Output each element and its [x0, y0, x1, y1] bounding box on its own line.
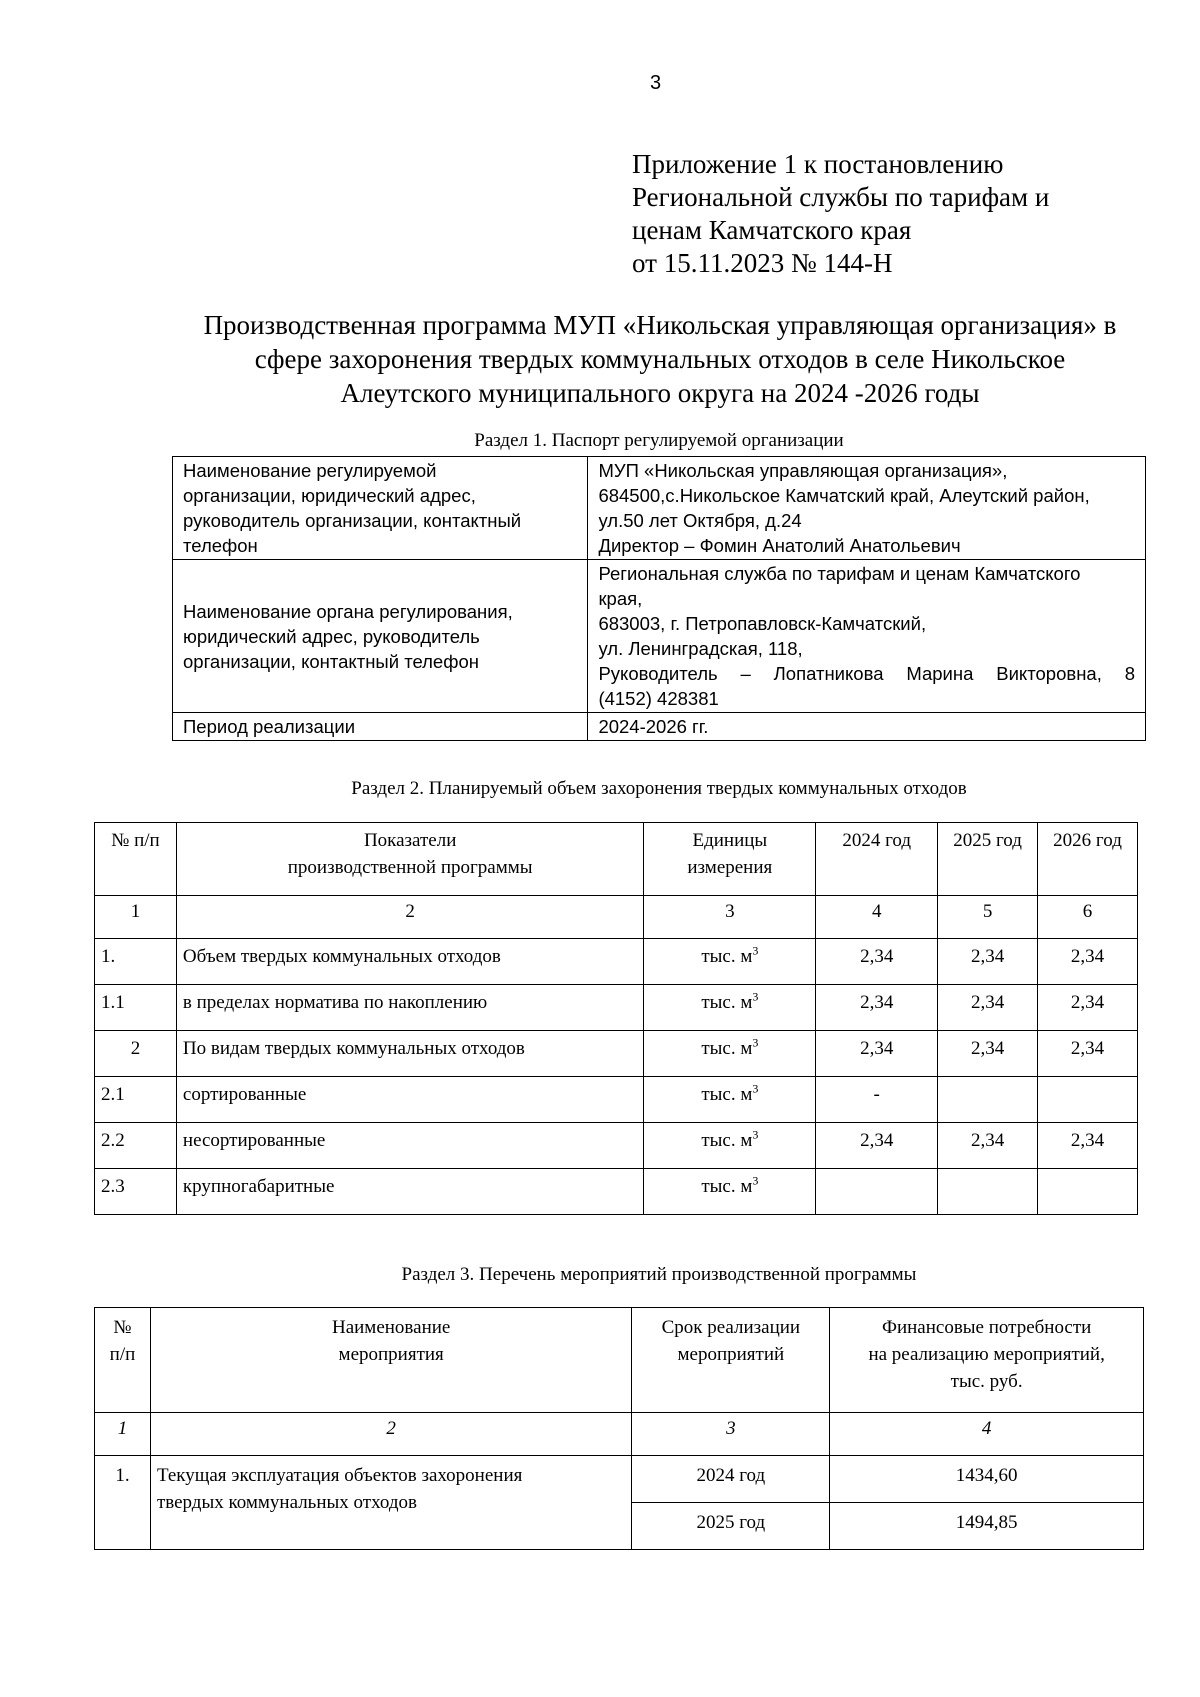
table-row — [173, 457, 1146, 560]
cell-text: Директор – Фомин Анатолий Анатольевич — [598, 535, 961, 556]
row-name: По видам твердых коммунальных отходов — [176, 1031, 643, 1077]
cell-text: края, — [598, 588, 643, 609]
row-term: 2025 год — [632, 1503, 830, 1550]
column-number: 5 — [938, 896, 1038, 939]
column-number: 4 — [830, 1413, 1144, 1456]
measures-table — [94, 1307, 1144, 1550]
value-2026: 2,34 — [1038, 985, 1138, 1031]
volume-table — [94, 822, 1138, 1215]
row-unit — [644, 939, 816, 985]
appendix-line: ценам Камчатского края — [632, 215, 912, 245]
header-text: тыс. руб. — [950, 1371, 1023, 1392]
row-num: 2.3 — [95, 1169, 177, 1215]
column-number: 1 — [95, 1413, 151, 1456]
cell-text: ул. Ленинградская, 118, — [598, 638, 803, 659]
appendix-header — [632, 148, 1049, 280]
value-2025: 2,34 — [938, 1031, 1038, 1077]
cell-text: (4152) 428381 — [598, 688, 719, 709]
page-number: 3 — [650, 72, 662, 94]
cell-text: ул.50 лет Октября, д.24 — [598, 510, 802, 531]
column-number: 3 — [632, 1413, 830, 1456]
section3-caption: Раздел 3. Перечень мероприятий производственной программы — [401, 1264, 917, 1285]
unit-text: тыс. м — [701, 1130, 753, 1151]
row-num: 2.2 — [95, 1123, 177, 1169]
passport-table — [172, 456, 1146, 741]
unit-text: тыс. м — [701, 992, 753, 1013]
table-header-row — [95, 823, 1138, 896]
table-row — [95, 1077, 1138, 1123]
header-2026: 2026 год — [1038, 823, 1138, 896]
row-name: сортированные — [176, 1077, 643, 1123]
unit-exponent: 3 — [752, 943, 759, 958]
unit-text: тыс. м — [701, 1176, 753, 1197]
row-name — [150, 1456, 631, 1550]
header-num — [95, 1308, 151, 1413]
header-text: на реализацию мероприятий, — [868, 1344, 1105, 1365]
section1-caption: Раздел 1. Паспорт регулируемой организации — [474, 430, 844, 451]
header-text: Финансовые потребности — [881, 1317, 1092, 1338]
appendix-line: от 15.11.2023 № 144-Н — [632, 248, 893, 278]
cell-text: организации, контактный телефон — [183, 650, 479, 672]
cell-text: 2024-2026 гг. — [598, 716, 709, 737]
passport-label-cell — [173, 713, 588, 741]
table-row — [95, 939, 1138, 985]
cell-text: руководитель организации, контактный — [183, 510, 522, 531]
row-unit — [644, 1169, 816, 1215]
header-text: производственной программы — [287, 857, 533, 878]
value-2024: - — [816, 1077, 938, 1123]
value-2026 — [1038, 1077, 1138, 1123]
column-number: 3 — [644, 896, 816, 939]
cell-text: юридический адрес, руководитель — [183, 625, 480, 647]
unit-text: тыс. м — [701, 946, 753, 967]
unit-text: тыс. м — [701, 1084, 753, 1105]
passport-value-cell — [588, 560, 1146, 713]
value-2026: 2,34 — [1038, 939, 1138, 985]
column-number: 2 — [176, 896, 643, 939]
cell-text: 684500,с.Никольское Камчатский край, Алеутский район, — [598, 485, 1090, 506]
row-num: 2 — [95, 1031, 177, 1077]
table-row — [95, 1031, 1138, 1077]
passport-value-cell — [588, 713, 1146, 741]
header-unit — [644, 823, 816, 896]
cell-text: Наименование органа регулирования, — [183, 600, 513, 622]
row-term: 2024 год — [632, 1456, 830, 1503]
row-num: 1. — [95, 1456, 151, 1550]
title-line: сфере захоронения твердых коммунальных отходов в селе Никольское — [254, 344, 1066, 374]
passport-value-cell — [588, 457, 1146, 560]
row-amount: 1494,85 — [830, 1503, 1144, 1550]
row-num: 1.1 — [95, 985, 177, 1031]
header-text: Наименование — [331, 1317, 451, 1338]
table-header-row — [95, 1308, 1144, 1413]
unit-text: тыс. м — [701, 1038, 753, 1059]
table-row — [95, 1169, 1138, 1215]
value-2025: 2,34 — [938, 1123, 1038, 1169]
row-unit — [644, 1077, 816, 1123]
column-number: 2 — [150, 1413, 631, 1456]
column-number: 6 — [1038, 896, 1138, 939]
value-2025 — [938, 1077, 1038, 1123]
document-title — [160, 308, 1160, 410]
cell-text: Текущая эксплуатация объектов захоронения — [156, 1465, 523, 1486]
cell-text: Наименование регулируемой — [183, 460, 437, 481]
row-unit — [644, 1123, 816, 1169]
cell-text: 683003, г. Петропавловск-Камчатский, — [598, 613, 927, 634]
value-2024 — [816, 1169, 938, 1215]
value-2025: 2,34 — [938, 985, 1038, 1031]
row-num: 2.1 — [95, 1077, 177, 1123]
table-row — [95, 1456, 1144, 1503]
header-text: мероприятий — [677, 1344, 785, 1365]
header-text: Единицы — [692, 830, 768, 851]
appendix-line: Приложение 1 к постановлению — [632, 149, 1004, 179]
column-number-row — [95, 1413, 1144, 1456]
header-2025: 2025 год — [938, 823, 1038, 896]
value-2025 — [938, 1169, 1038, 1215]
header-name — [150, 1308, 631, 1413]
header-text: Показатели — [363, 830, 457, 851]
section2-caption: Раздел 2. Планируемый объем захоронения твердых коммунальных отходов — [351, 778, 967, 799]
value-2024: 2,34 — [816, 985, 938, 1031]
row-unit — [644, 1031, 816, 1077]
cell-text: МУП «Никольская управляющая организация», — [598, 460, 1008, 481]
header-num: № п/п — [95, 823, 177, 896]
row-amount: 1434,60 — [830, 1456, 1144, 1503]
unit-exponent: 3 — [752, 1081, 759, 1096]
title-line: Алеутского муниципального округа на 2024 -2026 годы — [340, 378, 980, 408]
header-text: измерения — [687, 857, 773, 878]
cell-text: твердых коммунальных отходов — [156, 1492, 417, 1513]
cell-text: организации, юридический адрес, — [183, 485, 476, 506]
header-finance — [830, 1308, 1144, 1413]
row-name: несортированные — [176, 1123, 643, 1169]
title-line: Производственная программа МУП «Никольская управляющая организация» в — [203, 310, 1117, 340]
row-num: 1. — [95, 939, 177, 985]
row-name: крупногабаритные — [176, 1169, 643, 1215]
value-2024: 2,34 — [816, 939, 938, 985]
row-name: Объем твердых коммунальных отходов — [176, 939, 643, 985]
unit-exponent: 3 — [752, 1035, 759, 1050]
cell-text: Региональная служба по тарифам и ценам Камчатского — [598, 563, 1081, 584]
unit-exponent: 3 — [752, 1173, 759, 1188]
value-2024: 2,34 — [816, 1031, 938, 1077]
table-row — [95, 1123, 1138, 1169]
header-indicator — [176, 823, 643, 896]
header-term — [632, 1308, 830, 1413]
value-2025: 2,34 — [938, 939, 1038, 985]
value-2026 — [1038, 1169, 1138, 1215]
unit-exponent: 3 — [752, 989, 759, 1004]
column-number: 1 — [95, 896, 177, 939]
header-text: № — [113, 1317, 132, 1338]
value-2026: 2,34 — [1038, 1123, 1138, 1169]
header-2024: 2024 год — [816, 823, 938, 896]
unit-exponent: 3 — [752, 1127, 759, 1142]
cell-text: Руководитель – Лопатникова Марина Викторовна, 8 — [598, 663, 1135, 684]
table-row — [95, 985, 1138, 1031]
table-row — [173, 713, 1146, 741]
value-2024: 2,34 — [816, 1123, 938, 1169]
header-text: п/п — [109, 1344, 136, 1365]
table-row — [173, 560, 1146, 713]
cell-text: Период реализации — [183, 716, 356, 737]
appendix-line: Региональной службы по тарифам и — [632, 182, 1050, 212]
cell-text: телефон — [183, 535, 258, 556]
column-number: 4 — [816, 896, 938, 939]
row-name: в пределах норматива по накоплению — [176, 985, 643, 1031]
row-unit — [644, 985, 816, 1031]
passport-label-cell — [173, 560, 588, 713]
header-text: мероприятия — [338, 1344, 444, 1365]
column-number-row — [95, 896, 1138, 939]
header-text: Срок реализации — [661, 1317, 801, 1338]
passport-label-cell — [173, 457, 588, 560]
value-2026: 2,34 — [1038, 1031, 1138, 1077]
